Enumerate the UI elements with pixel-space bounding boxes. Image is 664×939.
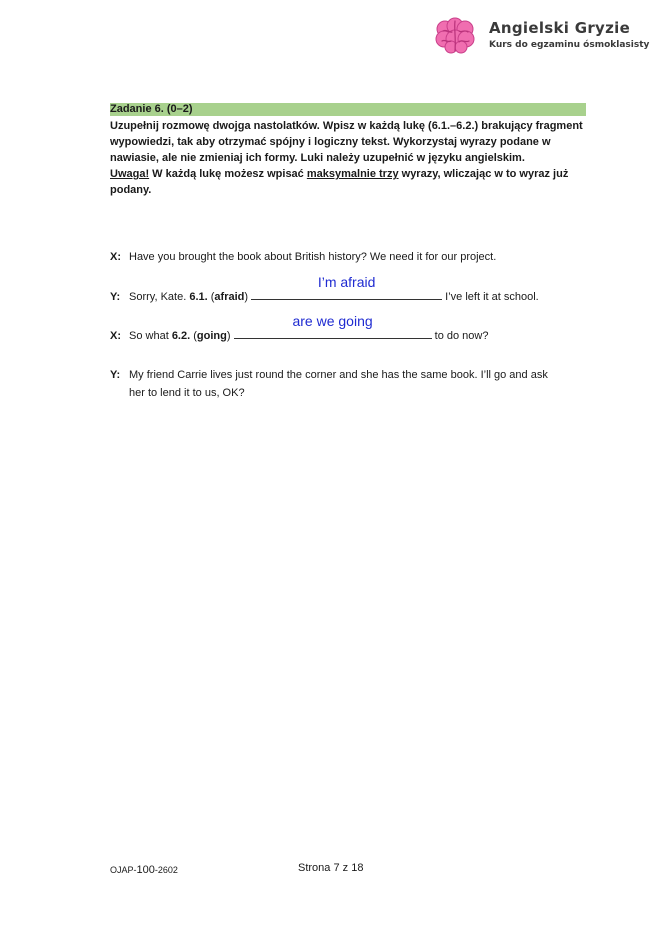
- exam-code-prefix: OJAP-: [110, 865, 137, 875]
- paren-open: (: [190, 330, 197, 342]
- line-text-continued: her to lend it to us, OK?: [129, 387, 245, 399]
- brand-subtitle: Kurs do egzaminu ósmoklasisty: [489, 40, 650, 50]
- dialogue-line-1: [110, 248, 590, 266]
- answer-blank-6-2[interactable]: [234, 313, 432, 339]
- dialogue-line-3: [110, 313, 590, 345]
- page-number: Strona 7 z 18: [298, 862, 364, 874]
- paren-close: ): [244, 291, 252, 303]
- paren-close: ): [226, 330, 234, 342]
- task-instructions: [110, 118, 590, 198]
- exam-code-suffix: -2602: [154, 865, 178, 875]
- speaker-label: Y:: [110, 369, 121, 381]
- instructions-note-b: wyrazy, wliczając w to wyraz już podany.: [110, 168, 569, 196]
- line-text-pre: Sorry, Kate.: [129, 291, 190, 303]
- speaker-label: X:: [110, 251, 121, 263]
- line-text-post: to do now?: [431, 330, 489, 342]
- gap-number: 6.2.: [171, 330, 191, 342]
- brand-logo: [435, 14, 650, 58]
- exam-code: [110, 864, 178, 876]
- dialogue-line-2: [110, 274, 590, 306]
- dialogue-line-4: [110, 366, 590, 402]
- speaker-label: Y:: [110, 291, 121, 303]
- paren-open: (: [207, 291, 215, 303]
- answer-blank-6-1[interactable]: [251, 274, 442, 300]
- gap-keyword: going: [196, 330, 227, 342]
- speaker-label: X:: [110, 330, 121, 342]
- line-text: Have you brought the book about British history? We need it for our project.: [129, 251, 497, 263]
- brand-title: Angielski Gryzie: [489, 19, 631, 37]
- gap-number: 6.1.: [189, 291, 208, 303]
- answer-text: are we going: [292, 313, 373, 329]
- task-header: Zadanie 6. (0–2): [110, 103, 586, 116]
- instructions-note-emphasis: maksymalnie trzy: [306, 168, 399, 180]
- brain-icon: [435, 17, 475, 55]
- answer-text: I’m afraid: [317, 274, 376, 290]
- instructions-main: Uzupełnij rozmowę dwojga nastolatków. Wpisz w każdą lukę (6.1.–6.2.) brakujący fragment wypowiedzi, tak aby otrzymać spójny i logiczny tekst. Wykorzystaj wyrazy podane w nawiasie, ale nie zmieniaj ich formy. Luki należy uzupełnić w języku angielskim.: [110, 120, 583, 164]
- warning-label: Uwaga!: [110, 168, 150, 180]
- instructions-note-a: W każdą lukę możesz wpisać: [149, 168, 307, 180]
- gap-keyword: afraid: [214, 291, 245, 303]
- line-text: My friend Carrie lives just round the corner and she has the same book. I’ll go and ask: [129, 369, 548, 381]
- line-text-pre: So what: [129, 330, 172, 342]
- exam-code-number: 100: [136, 864, 155, 876]
- line-text-post: I’ve left it at school.: [442, 291, 539, 303]
